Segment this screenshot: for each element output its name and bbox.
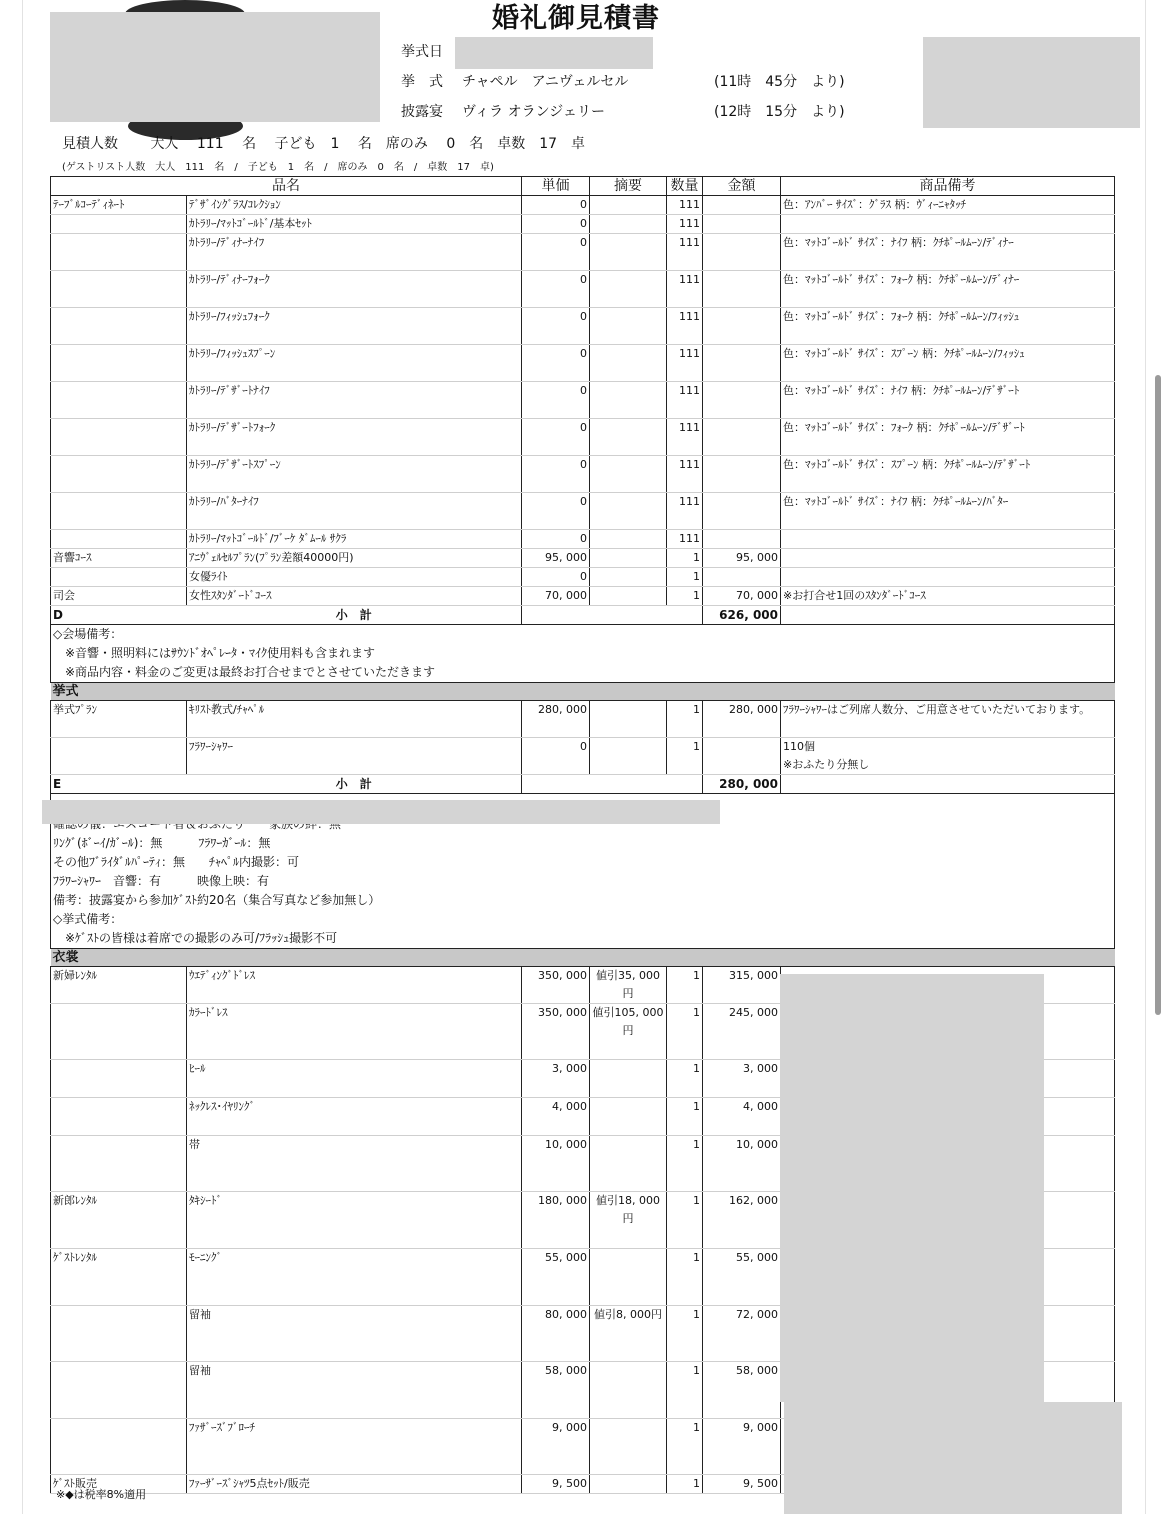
qty-cell: 111: [667, 308, 703, 345]
qty-cell: 1: [667, 587, 703, 606]
note-line: ※商品内容・料金のご変更は最終お打合せまでとさせていただきます: [51, 663, 1115, 683]
qty-cell: 1: [667, 1305, 703, 1361]
remarks-cell: 色：ｱﾝﾊﾞｰ ｻｲｽﾞ：ｸﾞﾗｽ 柄：ｳﾞｨｰﾆｬﾀｯﾁ: [781, 196, 1115, 215]
unit-price-cell: 0: [522, 568, 590, 587]
column-header-remarks: 商品備考: [781, 177, 1115, 196]
table-row: [51, 345, 1115, 382]
summary-cell: [590, 271, 667, 308]
unit-price-cell: 70, 000: [522, 587, 590, 606]
item-name-cell: ﾈｯｸﾚｽ･ｲﾔﾘﾝｸﾞ: [187, 1097, 522, 1135]
ceremony-date-label: 挙式日: [401, 44, 443, 60]
remarks-cell: ﾌﾗﾜｰｼｬﾜｰはご列席人数分、ご用意させていただいております。: [781, 701, 1115, 738]
ceremony-label: 挙 式: [401, 74, 443, 90]
unit-price-cell: 180, 000: [522, 1191, 590, 1248]
summary-cell: [590, 382, 667, 419]
reception-time: (12時 15分 より): [714, 104, 845, 120]
note-line: ※音響・照明料にはｻｳﾝﾄﾞｵﾍﾟﾚｰﾀ・ﾏｲｸ使用料も含まれます: [51, 644, 1115, 663]
qty-cell: 1: [667, 1474, 703, 1493]
subtotal-letter: E: [51, 775, 187, 794]
summary-cell: [590, 1248, 667, 1305]
ceremony-note-row: [51, 834, 1115, 853]
subtotal-label: 小 計: [187, 606, 522, 625]
qty-cell: 111: [667, 419, 703, 456]
amount-cell: [703, 215, 781, 234]
remarks-cell: 色：ﾏｯﾄｺﾞｰﾙﾄﾞ ｻｲｽﾞ：ﾌｫｰｸ 柄：ｸﾁﾎﾟｰﾙﾑｰﾝ/ﾃﾞｨﾅｰ: [781, 271, 1115, 308]
amount-cell: 70, 000: [703, 587, 781, 606]
unit-price-cell: 80, 000: [522, 1305, 590, 1361]
amount-cell: 315, 000: [703, 966, 781, 1003]
remarks-cell: 110個 ※おふたり分無し: [781, 738, 1115, 775]
amount-cell: 4, 000: [703, 1097, 781, 1135]
redacted-remarks: [780, 974, 1044, 1402]
amount-cell: [703, 196, 781, 215]
item-name-cell: ﾌﾗﾜｰｼｬﾜｰ: [187, 738, 522, 775]
qty-cell: 111: [667, 382, 703, 419]
table-row: [51, 530, 1115, 549]
table-row: [51, 196, 1115, 215]
category-cell: [51, 234, 187, 271]
summary-cell: [590, 419, 667, 456]
column-header-amount: 金額: [703, 177, 781, 196]
summary-cell: [590, 530, 667, 549]
item-name-cell: 女性ｽﾀﾝﾀﾞｰﾄﾞｺｰｽ: [187, 587, 522, 606]
category-cell: [51, 1418, 187, 1474]
summary-cell: [590, 549, 667, 568]
category-cell: [51, 493, 187, 530]
summary-cell: 値引18, 000円: [590, 1191, 667, 1248]
unit-price-cell: 4, 000: [522, 1097, 590, 1135]
note-line: ※ｹﾞｽﾄの皆様は着席での撮影のみ可/ﾌﾗｯｼｭ撮影不可: [51, 929, 1115, 949]
category-cell: ｹﾞｽﾄﾚﾝﾀﾙ: [51, 1248, 187, 1305]
section-title: 衣裳: [51, 948, 1115, 966]
ceremony-note-row: [51, 910, 1115, 929]
amount-cell: 9, 500: [703, 1474, 781, 1493]
table-header: [51, 177, 1115, 196]
category-cell: [51, 1003, 187, 1059]
summary-cell: [590, 587, 667, 606]
note-line: ◇会場備考：: [51, 625, 1115, 645]
redacted-date: [455, 37, 653, 69]
qty-cell: 111: [667, 345, 703, 382]
qty-cell: 111: [667, 530, 703, 549]
remarks-cell: 色：ﾏｯﾄｺﾞｰﾙﾄﾞ ｻｲｽﾞ：ﾅｲﾌ 柄：ｸﾁﾎﾟｰﾙﾑｰﾝ/ﾃﾞｻﾞｰﾄ: [781, 382, 1115, 419]
subtotal-amount: 626, 000: [703, 606, 781, 625]
remarks-cell: 色：ﾏｯﾄｺﾞｰﾙﾄﾞ ｻｲｽﾞ：ﾅｲﾌ 柄：ｸﾁﾎﾟｰﾙﾑｰﾝ/ﾊﾞﾀｰ: [781, 493, 1115, 530]
unit-price-cell: 0: [522, 234, 590, 271]
table-row: [51, 215, 1115, 234]
table-row: [51, 493, 1115, 530]
item-name-cell: 留袖: [187, 1305, 522, 1361]
subtotal-label: 小 計: [187, 775, 522, 794]
summary-cell: [590, 1474, 667, 1493]
amount-cell: 10, 000: [703, 1135, 781, 1191]
unit-price-cell: 0: [522, 493, 590, 530]
qty-cell: 1: [667, 738, 703, 775]
redacted-stamp: [923, 37, 1140, 128]
item-name-cell: ｶﾄﾗﾘｰ/ﾌｨｯｼｭﾌｫｰｸ: [187, 308, 522, 345]
item-name-cell: ｶﾄﾗﾘｰ/ﾏｯﾄｺﾞｰﾙﾄﾞ/ﾌﾞｰｹ ﾀﾞﾑｰﾙ ｻｸﾗ: [187, 530, 522, 549]
note-line: その他ﾌﾞﾗｲﾀﾞﾙﾊﾟｰﾃｨ：無 ﾁｬﾍﾟﾙ内撮影：可: [51, 853, 1115, 872]
category-cell: 司会: [51, 587, 187, 606]
category-cell: [51, 456, 187, 493]
item-name-cell: ｶﾄﾗﾘｰ/ﾃﾞｨﾅｰﾌｫｰｸ: [187, 271, 522, 308]
reception-venue: ヴィラ オランジェリー: [462, 104, 605, 120]
note-line: ﾘﾝｸﾞ(ﾎﾞｰｲ/ｶﾞｰﾙ)：無 ﾌﾗﾜｰｶﾞｰﾙ：無: [51, 834, 1115, 853]
table-row: [51, 456, 1115, 493]
summary-cell: [590, 308, 667, 345]
unit-price-cell: 0: [522, 456, 590, 493]
column-header-qty: 数量: [667, 177, 703, 196]
section-header-costume: [51, 948, 1115, 966]
amount-cell: [703, 493, 781, 530]
remarks-cell: 色：ﾏｯﾄｺﾞｰﾙﾄﾞ ｻｲｽﾞ：ﾌｫｰｸ 柄：ｸﾁﾎﾟｰﾙﾑｰﾝ/ﾌｨｯｼｭ: [781, 308, 1115, 345]
amount-cell: 95, 000: [703, 549, 781, 568]
item-name-cell: 女優ﾗｲﾄ: [187, 568, 522, 587]
item-name-cell: ﾀｷｼｰﾄﾞ: [187, 1191, 522, 1248]
item-name-cell: ﾌｧｰｻﾞｰｽﾞｼｬﾂ5点ｾｯﾄ/販売: [187, 1474, 522, 1493]
guest-list-counts: (ゲストリスト人数 大人 111 名 / 子ども 1 名 / 席のみ 0 名 / 卓数 17 卓): [62, 162, 494, 173]
summary-cell: [590, 1135, 667, 1191]
reception-label: 披露宴: [401, 104, 443, 120]
qty-cell: 1: [667, 1418, 703, 1474]
item-name-cell: ﾓｰﾆﾝｸﾞ: [187, 1248, 522, 1305]
unit-price-cell: 0: [522, 382, 590, 419]
venue-note-row: [51, 625, 1115, 645]
section-title: 挙式: [51, 683, 1115, 701]
qty-cell: 1: [667, 701, 703, 738]
category-cell: [51, 271, 187, 308]
item-name-cell: 留袖: [187, 1361, 522, 1418]
item-name-cell: ﾋｰﾙ: [187, 1059, 522, 1097]
unit-price-cell: 0: [522, 419, 590, 456]
item-name-cell: ｶﾄﾗﾘｰ/ﾏｯﾄｺﾞｰﾙﾄﾞ/基本ｾｯﾄ: [187, 215, 522, 234]
category-cell: 音響ｺｰｽ: [51, 549, 187, 568]
category-cell: [51, 568, 187, 587]
summary-cell: [590, 196, 667, 215]
scrollbar[interactable]: [1155, 375, 1161, 1015]
qty-cell: 111: [667, 234, 703, 271]
table-row: [51, 587, 1115, 606]
category-cell: 新郎ﾚﾝﾀﾙ: [51, 1191, 187, 1248]
summary-cell: [590, 1418, 667, 1474]
table-row: [51, 701, 1115, 738]
amount-cell: [703, 234, 781, 271]
amount-cell: 280, 000: [703, 701, 781, 738]
table-row: [51, 271, 1115, 308]
item-name-cell: ｶﾄﾗﾘｰ/ﾃﾞｨﾅｰﾅｲﾌ: [187, 234, 522, 271]
remarks-cell: ※お打合せ1回のｽﾀﾝﾀﾞｰﾄﾞｺｰｽ: [781, 587, 1115, 606]
item-name-cell: ｶﾄﾗﾘｰ/ﾃﾞｻﾞｰﾄﾅｲﾌ: [187, 382, 522, 419]
amount-cell: [703, 738, 781, 775]
amount-cell: [703, 308, 781, 345]
unit-price-cell: 55, 000: [522, 1248, 590, 1305]
summary-cell: 値引35, 000円: [590, 966, 667, 1003]
amount-cell: 9, 000: [703, 1418, 781, 1474]
ceremony-note-row: [51, 929, 1115, 949]
column-header-name: 品名: [51, 177, 522, 196]
item-name-cell: ｱﾆｳﾞｪﾙｾﾙﾌﾟﾗﾝ(ﾌﾟﾗﾝ差額40000円): [187, 549, 522, 568]
footnote: ※◆は税率8%適用: [56, 1488, 147, 1501]
category-cell: 挙式ﾌﾟﾗﾝ: [51, 701, 187, 738]
summary-cell: [590, 215, 667, 234]
table-row: [51, 308, 1115, 345]
qty-cell: 1: [667, 1248, 703, 1305]
subtotal-remarks: [781, 606, 1115, 625]
qty-cell: 1: [667, 549, 703, 568]
unit-price-cell: 0: [522, 738, 590, 775]
table-row: [51, 738, 1115, 775]
note-line: ﾌﾗﾜｰｼｬﾜｰ 音響：有 映像上映：有: [51, 872, 1115, 891]
unit-price-cell: 0: [522, 530, 590, 549]
qty-cell: 111: [667, 493, 703, 530]
unit-price-cell: 58, 000: [522, 1361, 590, 1418]
qty-cell: 111: [667, 456, 703, 493]
item-name-cell: ｶﾗｰﾄﾞﾚｽ: [187, 1003, 522, 1059]
category-cell: ｹﾞｽﾄ販売: [51, 1474, 187, 1493]
unit-price-cell: 0: [522, 271, 590, 308]
venue-note-row: [51, 644, 1115, 663]
amount-cell: [703, 419, 781, 456]
unit-price-cell: 350, 000: [522, 966, 590, 1003]
category-cell: [51, 308, 187, 345]
qty-cell: 111: [667, 271, 703, 308]
subtotal-letter: D: [51, 606, 187, 625]
category-cell: [51, 382, 187, 419]
item-name-cell: ｳｴﾃﾞｨﾝｸﾞﾄﾞﾚｽ: [187, 966, 522, 1003]
remarks-cell: [781, 568, 1115, 587]
item-name-cell: ｶﾄﾗﾘｰ/ﾊﾞﾀｰﾅｲﾌ: [187, 493, 522, 530]
column-header-summary: 摘要: [590, 177, 667, 196]
remarks-cell: 色：ﾏｯﾄｺﾞｰﾙﾄﾞ ｻｲｽﾞ：ﾅｲﾌ 柄：ｸﾁﾎﾟｰﾙﾑｰﾝ/ﾃﾞｨﾅｰ: [781, 234, 1115, 271]
column-header-unit-price: 単価: [522, 177, 590, 196]
subtotal-spacer: [522, 606, 703, 625]
category-cell: [51, 1097, 187, 1135]
item-name-cell: ｷﾘｽﾄ教式/ﾁｬﾍﾟﾙ: [187, 701, 522, 738]
redacted-logo: [50, 12, 380, 122]
table-row: [51, 382, 1115, 419]
item-name-cell: 帯: [187, 1135, 522, 1191]
category-cell: [51, 215, 187, 234]
amount-cell: [703, 456, 781, 493]
unit-price-cell: 280, 000: [522, 701, 590, 738]
guest-counts: 見積人数 大人 111 名 子ども 1 名 席のみ 0 名 卓数 17 卓: [62, 136, 586, 152]
table-row: [51, 568, 1115, 587]
amount-cell: 58, 000: [703, 1361, 781, 1418]
unit-price-cell: 9, 000: [522, 1418, 590, 1474]
ceremony-note-row: [51, 872, 1115, 891]
table-row: [51, 234, 1115, 271]
ceremony-venue: チャペル アニヴェルセル: [462, 74, 629, 90]
remarks-cell: [781, 215, 1115, 234]
unit-price-cell: 350, 000: [522, 1003, 590, 1059]
unit-price-cell: 0: [522, 215, 590, 234]
unit-price-cell: 0: [522, 345, 590, 382]
summary-cell: [590, 234, 667, 271]
subtotal-row-e: [51, 775, 1115, 794]
summary-cell: 値引8, 000円: [590, 1305, 667, 1361]
summary-cell: [590, 345, 667, 382]
subtotal-spacer: [522, 775, 703, 794]
summary-cell: [590, 1361, 667, 1418]
amount-cell: [703, 271, 781, 308]
item-name-cell: ｶﾄﾗﾘｰ/ﾌｨｯｼｭｽﾌﾟｰﾝ: [187, 345, 522, 382]
category-cell: [51, 1135, 187, 1191]
category-cell: [51, 1361, 187, 1418]
summary-cell: [590, 456, 667, 493]
ceremony-note-row: [51, 853, 1115, 872]
qty-cell: 1: [667, 1059, 703, 1097]
amount-cell: 72, 000: [703, 1305, 781, 1361]
note-line: 備考：披露宴から参加ｹﾞｽﾄ約20名（集合写真など参加無し）: [51, 891, 1115, 910]
amount-cell: [703, 530, 781, 549]
redacted-remarks-bottom: [784, 1402, 1122, 1514]
remarks-cell: [781, 549, 1115, 568]
category-cell: [51, 530, 187, 549]
remarks-cell: [781, 530, 1115, 549]
qty-cell: 1: [667, 1097, 703, 1135]
table-row: [51, 549, 1115, 568]
qty-cell: 1: [667, 1361, 703, 1418]
qty-cell: 1: [667, 1135, 703, 1191]
remarks-cell: 色：ﾏｯﾄｺﾞｰﾙﾄﾞ ｻｲｽﾞ：ｽﾌﾟｰﾝ 柄：ｸﾁﾎﾟｰﾙﾑｰﾝ/ﾃﾞｻﾞｰﾄ: [781, 456, 1115, 493]
category-cell: [51, 1059, 187, 1097]
amount-cell: 55, 000: [703, 1248, 781, 1305]
item-name-cell: ﾃﾞｻﾞｲﾝｸﾞﾗｽ/ｺﾚｸｼｮﾝ: [187, 196, 522, 215]
amount-cell: 245, 000: [703, 1003, 781, 1059]
category-cell: 新婦ﾚﾝﾀﾙ: [51, 966, 187, 1003]
category-cell: [51, 345, 187, 382]
summary-cell: 値引105, 000円: [590, 1003, 667, 1059]
summary-cell: [590, 701, 667, 738]
ceremony-time: (11時 45分 より): [714, 74, 845, 90]
qty-cell: 1: [667, 568, 703, 587]
category-cell: [51, 738, 187, 775]
venue-note-row: [51, 663, 1115, 683]
amount-cell: [703, 568, 781, 587]
summary-cell: [590, 493, 667, 530]
amount-cell: [703, 345, 781, 382]
redacted-note: [42, 800, 720, 824]
summary-cell: [590, 1097, 667, 1135]
summary-cell: [590, 738, 667, 775]
subtotal-remarks: [781, 775, 1115, 794]
note-line: ◇挙式備考：: [51, 910, 1115, 929]
unit-price-cell: 0: [522, 196, 590, 215]
subtotal-row-d: [51, 606, 1115, 625]
item-name-cell: ﾌｧｻﾞｰｽﾞﾌﾞﾛｰﾁ: [187, 1418, 522, 1474]
summary-cell: [590, 1059, 667, 1097]
remarks-cell: 色：ﾏｯﾄｺﾞｰﾙﾄﾞ ｻｲｽﾞ：ｽﾌﾟｰﾝ 柄：ｸﾁﾎﾟｰﾙﾑｰﾝ/ﾌｨｯｼｭ: [781, 345, 1115, 382]
amount-cell: 162, 000: [703, 1191, 781, 1248]
item-name-cell: ｶﾄﾗﾘｰ/ﾃﾞｻﾞｰﾄｽﾌﾟｰﾝ: [187, 456, 522, 493]
qty-cell: 1: [667, 1003, 703, 1059]
unit-price-cell: 0: [522, 308, 590, 345]
category-cell: [51, 419, 187, 456]
ceremony-note-row: [51, 891, 1115, 910]
category-cell: [51, 1305, 187, 1361]
unit-price-cell: 9, 500: [522, 1474, 590, 1493]
item-name-cell: ｶﾄﾗﾘｰ/ﾃﾞｻﾞｰﾄﾌｫｰｸ: [187, 419, 522, 456]
table-row: [51, 419, 1115, 456]
summary-cell: [590, 568, 667, 587]
unit-price-cell: 95, 000: [522, 549, 590, 568]
unit-price-cell: 10, 000: [522, 1135, 590, 1191]
qty-cell: 111: [667, 196, 703, 215]
unit-price-cell: 3, 000: [522, 1059, 590, 1097]
section-header-ceremony: [51, 683, 1115, 701]
remarks-cell: 色：ﾏｯﾄｺﾞｰﾙﾄﾞ ｻｲｽﾞ：ﾌｫｰｸ 柄：ｸﾁﾎﾟｰﾙﾑｰﾝ/ﾃﾞｻﾞｰﾄ: [781, 419, 1115, 456]
qty-cell: 111: [667, 215, 703, 234]
qty-cell: 1: [667, 966, 703, 1003]
amount-cell: [703, 382, 781, 419]
subtotal-amount: 280, 000: [703, 775, 781, 794]
amount-cell: 3, 000: [703, 1059, 781, 1097]
category-cell: ﾃｰﾌﾞﾙｺｰﾃﾞｨﾈｰﾄ: [51, 196, 187, 215]
qty-cell: 1: [667, 1191, 703, 1248]
page-title: 婚礼御見積書: [492, 3, 660, 34]
